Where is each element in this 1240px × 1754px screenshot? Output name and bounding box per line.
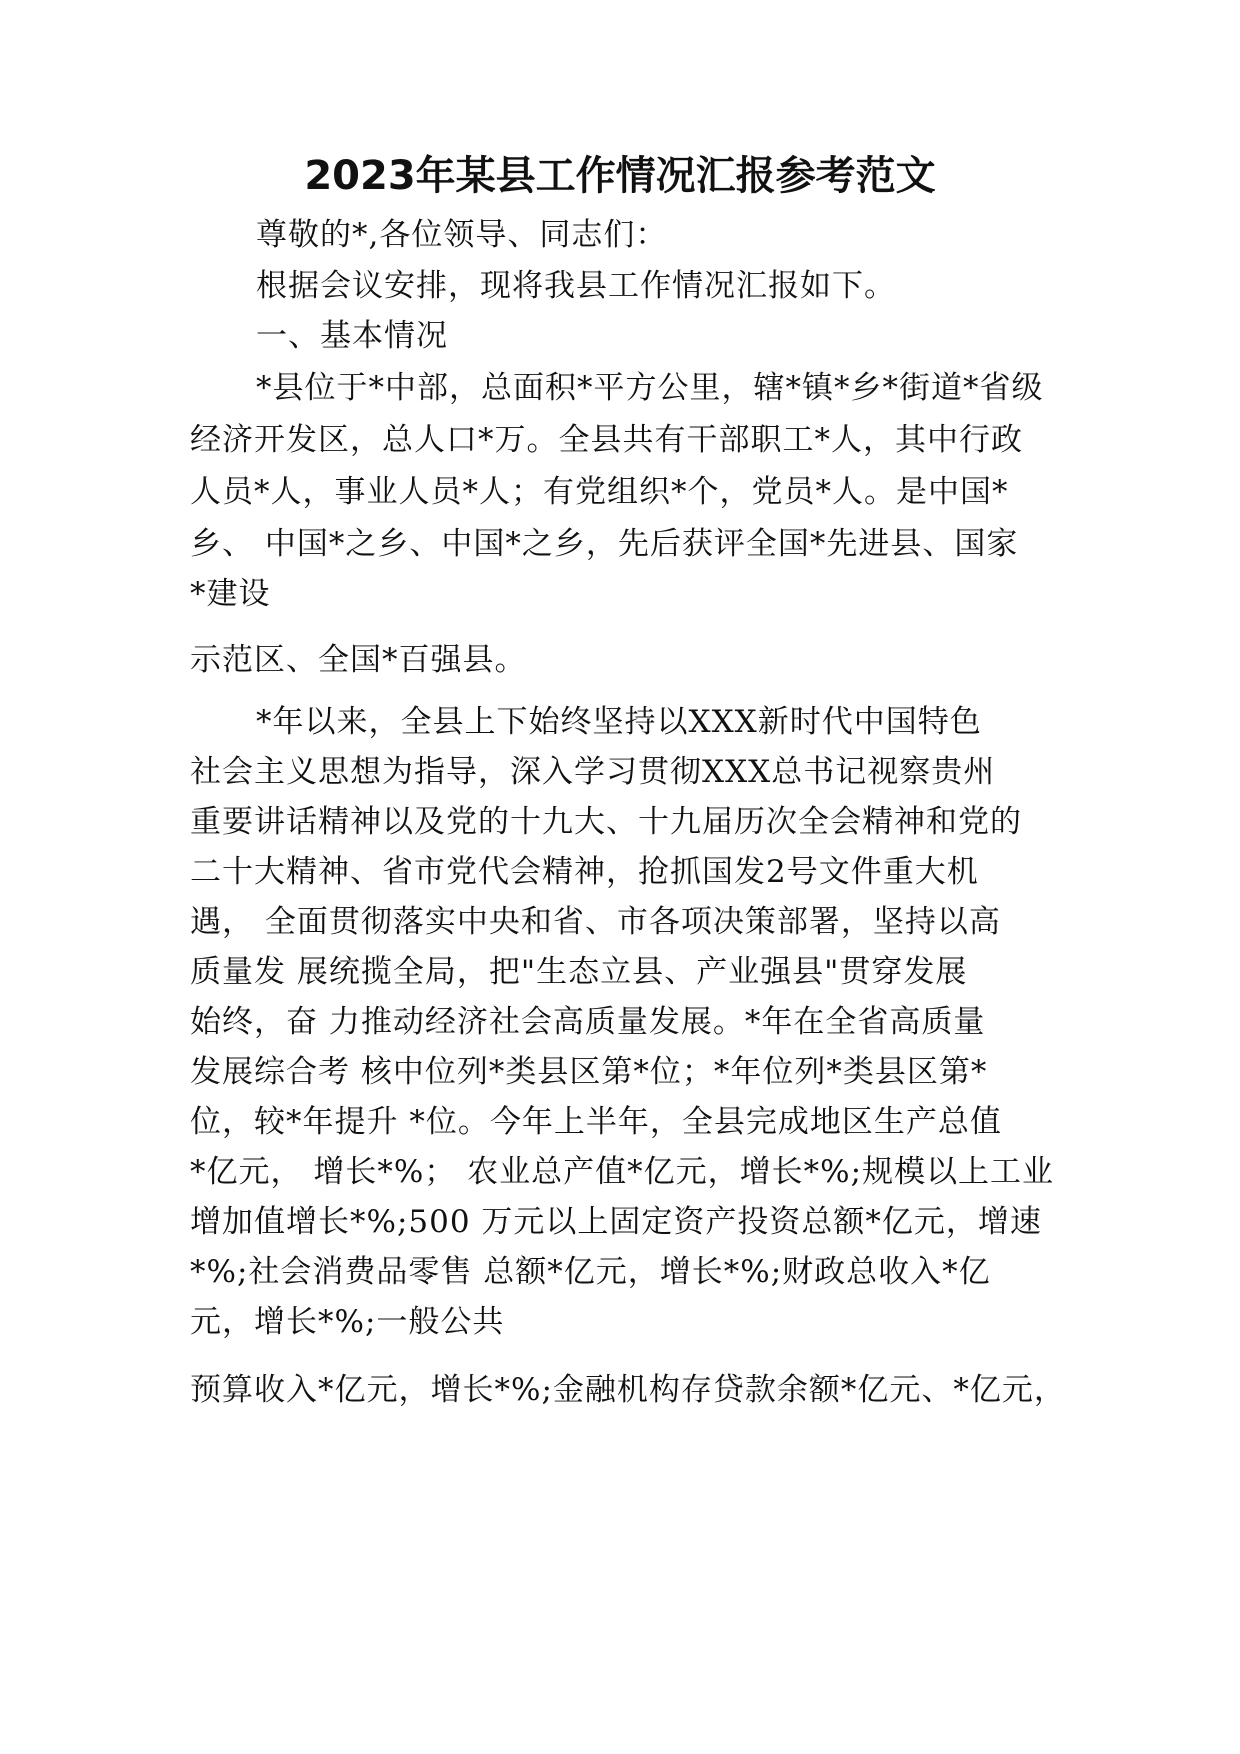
paragraph-line: 增加值增长*%;500 万元以上固定资产投资总额*亿元，增速	[190, 1204, 1042, 1240]
paragraph-line: 元，增长*%;一般公共	[190, 1304, 505, 1340]
paragraph-line: 预算收入*亿元，增长*%;金融机构存贷款余额*亿元、*亿元，	[190, 1372, 1066, 1408]
paragraph-line: 示范区、全国*百强县。	[190, 642, 527, 678]
paragraph-line: 始终，奋 力推动经济社会高质量发展。*年在全省高质量	[190, 1004, 986, 1040]
paragraph-line: 重要讲话精神以及党的十九大、十九届历次全会精神和党的	[190, 804, 1022, 840]
paragraph-line: *%;社会消费品零售 总额*亿元，增长*%;财政总收入*亿	[190, 1254, 991, 1290]
paragraph-line: *建设	[190, 576, 271, 612]
paragraph-line: 发展综合考 核中位列*类县区第*位；*年位列*类县区第*	[190, 1054, 988, 1090]
paragraph-line: *年以来，全县上下始终坚持以XXX新时代中国特色	[256, 704, 982, 740]
paragraph-line: *亿元， 增长*%； 农业总产值*亿元，增长*%;规模以上工业	[190, 1154, 1055, 1190]
paragraph-line: 遇， 全面贯彻落实中央和省、市各项决策部署，坚持以高	[190, 904, 1001, 940]
paragraph-line: 质量发 展统揽全局，把"生态立县、产业强县"贯穿发展	[190, 954, 968, 990]
paragraph-line: 人员*人，事业人员*人；有党组织*个，党员*人。是中国*	[190, 474, 1009, 510]
intro-paragraph: 根据会议安排，现将我县工作情况汇报如下。	[256, 268, 896, 304]
paragraph-line: 经济开发区，总人口*万。全县共有干部职工*人，其中行政	[190, 422, 1023, 458]
document-title: 2023年某县工作情况汇报参考范文	[304, 153, 936, 199]
paragraph-line: 二十大精神、省市党代会精神，抢抓国发2号文件重大机	[190, 854, 979, 890]
section-heading: 一、基本情况	[256, 318, 448, 354]
paragraph-line: 位，较*年提升 *位。今年上半年，全县完成地区生产总值	[190, 1104, 1002, 1140]
salutation: 尊敬的*,各位领导、同志们：	[256, 217, 668, 253]
paragraph-line: 社会主义思想为指导，深入学习贯彻XXX总书记视察贵州	[190, 754, 996, 790]
paragraph-line: *县位于*中部，总面积*平方公里，辖*镇*乡*街道*省级	[256, 370, 1044, 406]
paragraph-line: 乡、 中国*之乡、中国*之乡，先后获评全国*先进县、国家	[190, 526, 1019, 562]
